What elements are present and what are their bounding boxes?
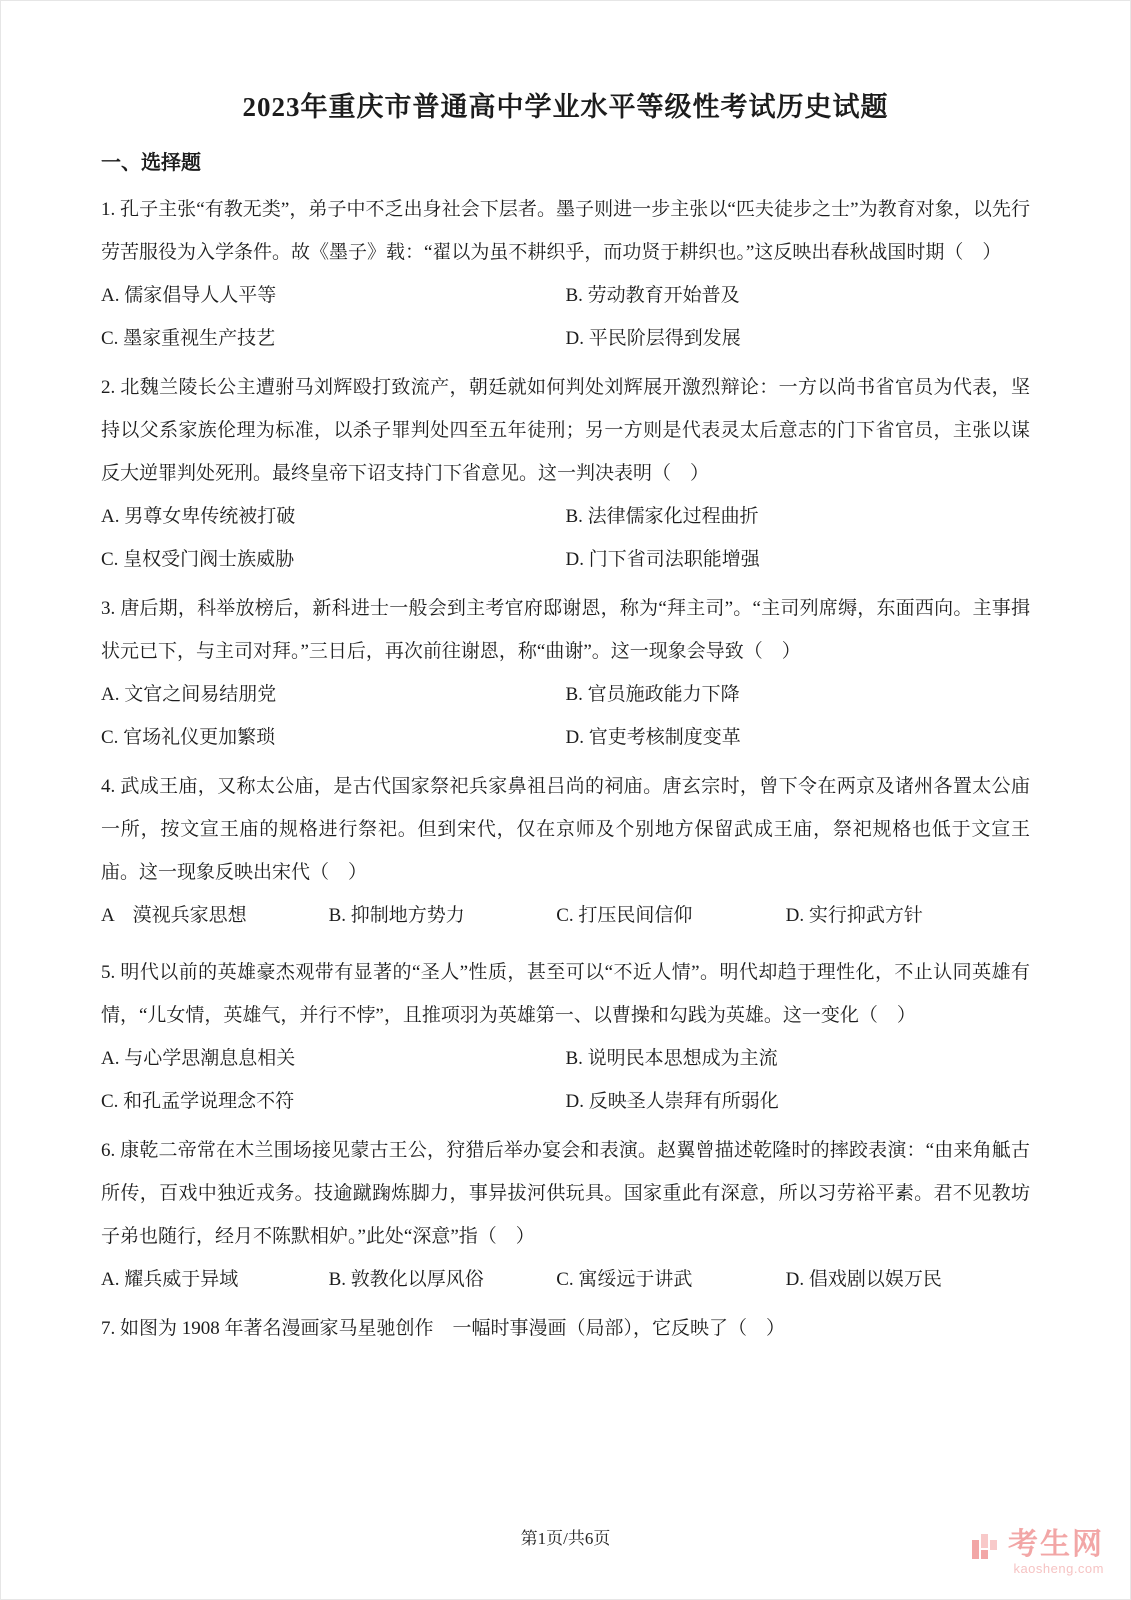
- option-b: B. 法律儒家化过程曲折: [565, 506, 759, 527]
- option-a: A. 耀兵威于异域: [101, 1269, 239, 1290]
- page-number: 第1页/共6页: [520, 1529, 611, 1548]
- option-d: D. 平民阶层得到发展: [565, 328, 741, 349]
- option-b: B. 官员施政能力下降: [565, 684, 740, 705]
- option-a: A. 男尊女卑传统被打破: [101, 506, 296, 527]
- option-c: C. 官场礼仪更加繁琐: [101, 727, 276, 748]
- page-title: 2023年重庆市普通高中学业水平等级性考试历史试题: [242, 92, 889, 122]
- option-c: C. 打压民间信仰: [556, 905, 693, 926]
- option-c: C. 和孔孟学说理念不符: [101, 1091, 295, 1112]
- question-4: [101, 765, 1030, 937]
- option-d: D. 官吏考核制度变革: [565, 727, 741, 748]
- question-stem: 4. 武成王庙，又称太公庙，是古代国家祭祀兵家鼻祖吕尚的祠庙。唐玄宗时，曾下令在两京及诸州各置太公庙一所，按文宣王庙的规格进行祭祀。但到宋代，仅在京师及个别地方保留武成王庙，祭祀规格也低于文宣王庙。这一现象反映出宋代（ ）: [101, 776, 1030, 883]
- option-a: A 漠视兵家思想: [101, 905, 247, 926]
- option-b: B. 敦教化以厚风俗: [328, 1269, 484, 1290]
- kaosheng-logo-icon: [969, 1531, 1001, 1563]
- option-b: B. 抑制地方势力: [328, 905, 465, 926]
- option-c: C. 寓绥远于讲武: [556, 1269, 693, 1290]
- option-d: D. 反映圣人崇拜有所弱化: [565, 1091, 779, 1112]
- watermark-domain: kaosheng.com: [1013, 1561, 1104, 1576]
- options-grid: [101, 495, 1030, 581]
- question-stem: 6. 康乾二帝常在木兰围场接见蒙古王公，狩猎后举办宴会和表演。赵翼曾描述乾隆时的摔跤表演：“由来角觝古所传，百戏中独近戎务。技逾蹴踘炼脚力，事异拔河供玩具。国家重此有深意，所以习劳裕平素。君不见教坊子弟也随行，经月不陈默相妒。”此处“深意”指（ ）: [101, 1140, 1030, 1247]
- watermark: [969, 1529, 1104, 1577]
- options-grid: [101, 1037, 1030, 1123]
- question-stem: 5. 明代以前的英雄豪杰观带有显著的“圣人”性质，甚至可以“不近人情”。明代却趋于理性化，不止认同英雄有情，“儿女情，英雄气，并行不悖”，且推项羽为英雄第一、以曹操和勾践为英雄。这一变化（ ）: [101, 962, 1030, 1026]
- option-a: A. 文官之间易结朋党: [101, 684, 277, 705]
- question-stem: 1. 孔子主张“有教无类”，弟子中不乏出身社会下层者。墨子则进一步主张以“匹夫徒步之士”为教育对象，以先行劳苦服役为入学条件。故《墨子》载：“翟以为虽不耕织乎，而功贤于耕织也。”这反映出春秋战国时期（ ）: [101, 199, 1030, 263]
- option-a: A. 与心学思潮息息相关: [101, 1048, 296, 1069]
- option-c: C. 墨家重视生产技艺: [101, 328, 276, 349]
- question-3: [101, 587, 1030, 759]
- question-7: [101, 1307, 1030, 1350]
- options-grid: [101, 274, 1030, 360]
- option-b: B. 劳动教育开始普及: [565, 285, 740, 306]
- option-d: D. 倡戏剧以娱万民: [785, 1269, 942, 1290]
- question-6: [101, 1129, 1030, 1301]
- option-d: D. 实行抑武方针: [785, 905, 923, 926]
- question-1: [101, 188, 1030, 360]
- question-5: [101, 951, 1030, 1123]
- page-footer: [1, 1524, 1130, 1549]
- section-heading: 一、选择题: [101, 152, 201, 174]
- options-grid: [101, 673, 1030, 759]
- watermark-text: [1008, 1529, 1104, 1577]
- option-a: A. 儒家倡导人人平等: [101, 285, 277, 306]
- watermark-name: 考生网: [1008, 1528, 1104, 1561]
- question-stem: 2. 北魏兰陵长公主遭驸马刘辉殴打致流产，朝廷就如何判处刘辉展开激烈辩论：一方以尚书省官员为代表，坚持以父系家族伦理为标准，以杀子罪判处四至五年徒刑；另一方则是代表灵太后意志的门下省官员，主张以谋反大逆罪判处死刑。最终皇帝下诏支持门下省意见。这一判决表明（ ）: [101, 377, 1030, 484]
- option-c: C. 皇权受门阀士族威胁: [101, 549, 295, 570]
- options-grid: [101, 894, 1030, 937]
- question-stem: 3. 唐后期，科举放榜后，新科进士一般会到主考官府邸谢恩，称为“拜主司”。“主司列席缛，东面西向。主事揖状元已下，与主司对拜。”三日后，再次前往谢恩，称“曲谢”。这一现象会导致（ ）: [101, 598, 1030, 662]
- question-stem: 7. 如图为 1908 年著名漫画家马星驰创作 一幅时事漫画（局部），它反映了（ ）: [101, 1318, 786, 1339]
- options-grid: [101, 1258, 1030, 1301]
- question-2: [101, 366, 1030, 581]
- option-b: B. 说明民本思想成为主流: [565, 1048, 778, 1069]
- option-d: D. 门下省司法职能增强: [565, 549, 760, 570]
